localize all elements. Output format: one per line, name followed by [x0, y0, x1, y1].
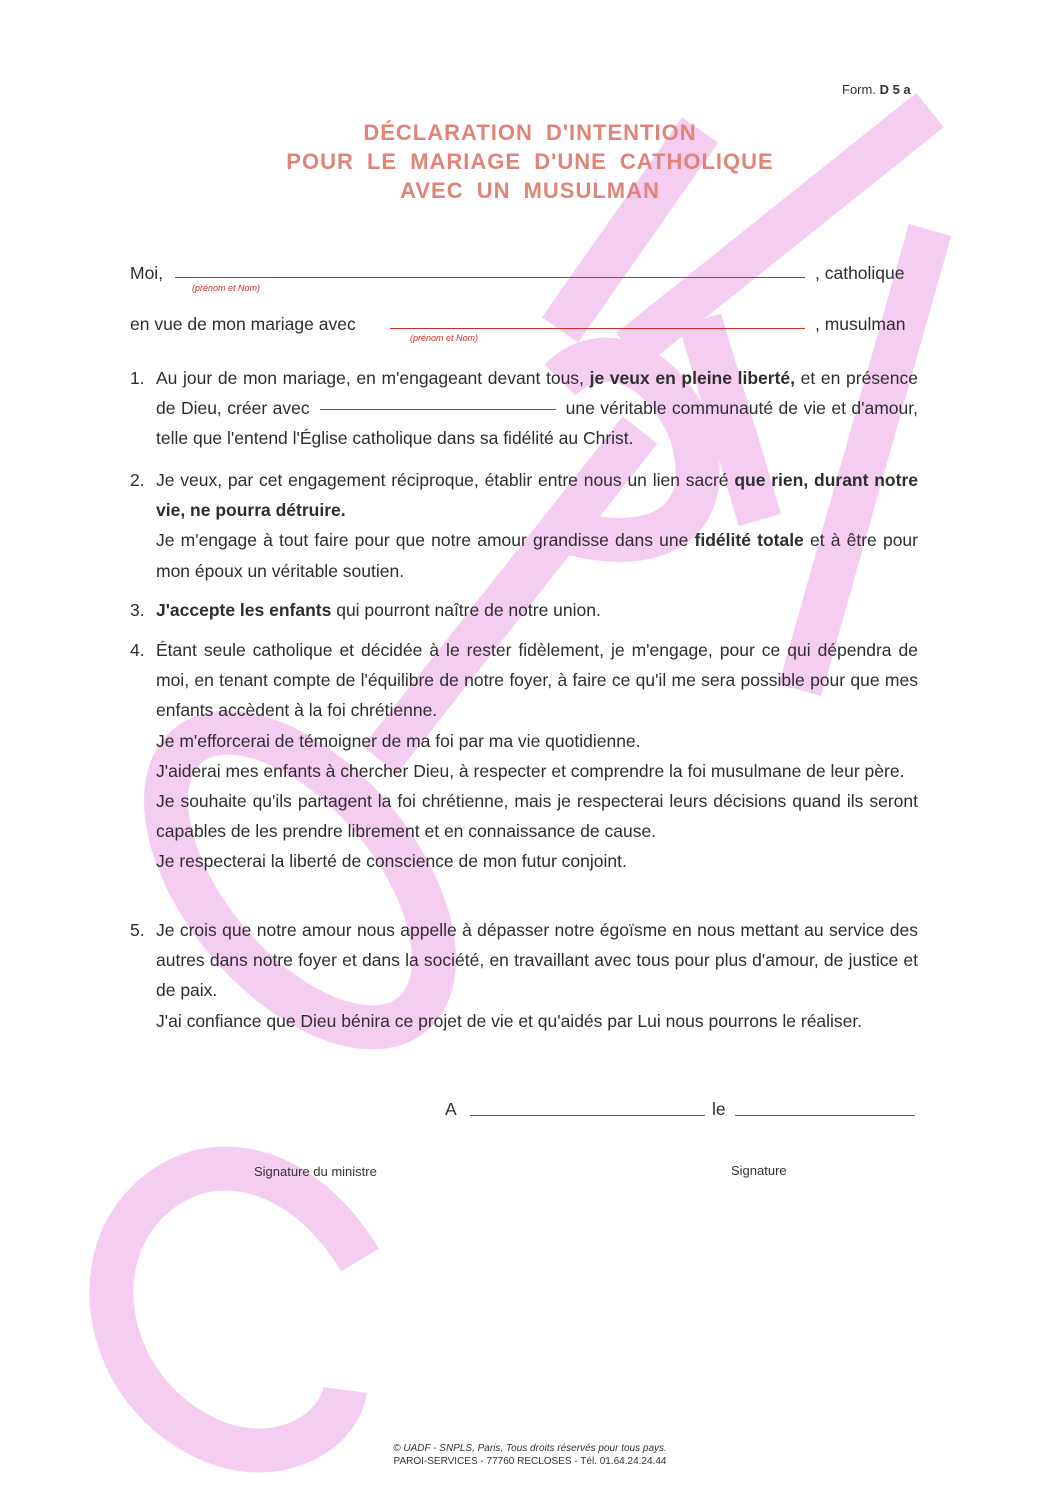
list-item-5 [130, 915, 918, 1036]
item-2-text-e: et à être pour mon époux un véritable soutien. [156, 530, 918, 581]
document-title-line-1: DÉCLARATION D'INTENTION [363, 120, 697, 145]
declarant-suffix: , catholique [815, 263, 905, 283]
spouse-label: en vue de mon mariage avec [130, 314, 356, 334]
item-1-text-d: une véritable communauté de vie et d'amour, telle que l'entend l'Église catholique dans sa fidélité au Christ. [156, 398, 919, 449]
spouse-suffix: , musulman [815, 314, 906, 334]
item-2-text-bold: que rien, durant notre vie, ne pourra détruire. [156, 470, 918, 521]
item-4-paragraph-5: Je respecterai la liberté de conscience de mon futur conjoint. [156, 851, 627, 872]
item-2-text-a: Je veux, par cet engagement réciproque, établir entre nous un lien sacré [156, 470, 735, 490]
item-4-paragraph-2: Je m'efforcerai de témoigner de ma foi par ma vie quotidienne. [156, 730, 641, 751]
item-4-paragraph-3: J'aiderai mes enfants à chercher Dieu, à respecter et comprendre la foi musulmane de leur père. [156, 760, 905, 781]
item-1-text-c: et en présence de Dieu, créer avec [156, 368, 918, 419]
spouse-name-hint: (prénom et Nom) [410, 333, 479, 343]
declarant-name-hint: (prénom et Nom) [192, 283, 261, 293]
item-4-paragraph-1: Étant seule catholique et décidée à le rester fidèlement, je m'engage, pour ce qui dépendra de moi, en tenant compte de l'équilibre de notre foyer, à faire ce qu'il me sera possible pour que mes enfants accèdent à la foi chrétienne. [156, 640, 918, 721]
form-reference [842, 82, 911, 97]
document-title-line-3: AVEC UN MUSULMAN [400, 178, 660, 203]
declarant-name-field[interactable] [175, 277, 805, 278]
declarant-label: Moi, [130, 263, 164, 283]
date-label: le [712, 1099, 726, 1119]
list-item-1 [130, 363, 918, 454]
list-item-4 [130, 635, 918, 877]
item-number: 2. [130, 470, 145, 490]
item-4-paragraph-4: Je souhaite qu'ils partagent la foi chrétienne, mais je respecterai leurs décisions quand ils seront capables de les prendre librement et en connaissance de cause. [156, 791, 918, 842]
item-number: 4. [130, 640, 145, 660]
copyright-line: © UADF - SNPLS, Paris, Tous droits réservés pour tous pays. [393, 1443, 667, 1454]
publisher-line: PAROI-SERVICES - 77760 RECLOSES - Tél. 01.64.24.24.44 [393, 1456, 667, 1467]
spouse-name-field[interactable] [390, 328, 805, 329]
partner-name-field[interactable] [320, 409, 556, 410]
minister-signature-label: Signature du ministre [254, 1164, 377, 1179]
list-item-3 [130, 595, 918, 625]
item-number: 5. [130, 920, 145, 940]
date-field[interactable] [735, 1115, 915, 1116]
item-2-text-bold-2: fidélité totale [694, 530, 804, 551]
place-label: A [445, 1099, 457, 1119]
form-ref-prefix: Form. [842, 82, 876, 97]
item-3-text-b: qui pourront naître de notre union. [331, 600, 601, 620]
document-title-line-2: POUR LE MARIAGE D'UNE CATHOLIQUE [286, 149, 774, 174]
item-3-text-bold: J'accepte les enfants [156, 600, 332, 620]
item-5-paragraph-2: J'ai confiance que Dieu bénira ce projet de vie et qu'aidés par Lui nous pourrons le réaliser. [156, 1010, 863, 1031]
list-item-2 [130, 465, 918, 586]
item-number: 1. [130, 368, 145, 388]
item-5-paragraph-1: Je crois que notre amour nous appelle à dépasser notre égoïsme en nous mettant au service des autres dans notre foyer et dans la société, en travaillant avec tous pour plus d'amour, de justice et de paix. [156, 920, 918, 1001]
item-2-text-c: Je m'engage à tout faire pour que notre amour grandisse dans une [156, 530, 695, 551]
form-ref-code: D 5 a [879, 82, 911, 97]
own-signature-label: Signature [731, 1163, 787, 1178]
item-1-text-bold: je veux en pleine liberté, [589, 368, 796, 388]
item-number: 3. [130, 600, 145, 620]
place-field[interactable] [470, 1115, 705, 1116]
item-1-text-a: Au jour de mon mariage, en m'engageant devant tous, [156, 368, 590, 388]
